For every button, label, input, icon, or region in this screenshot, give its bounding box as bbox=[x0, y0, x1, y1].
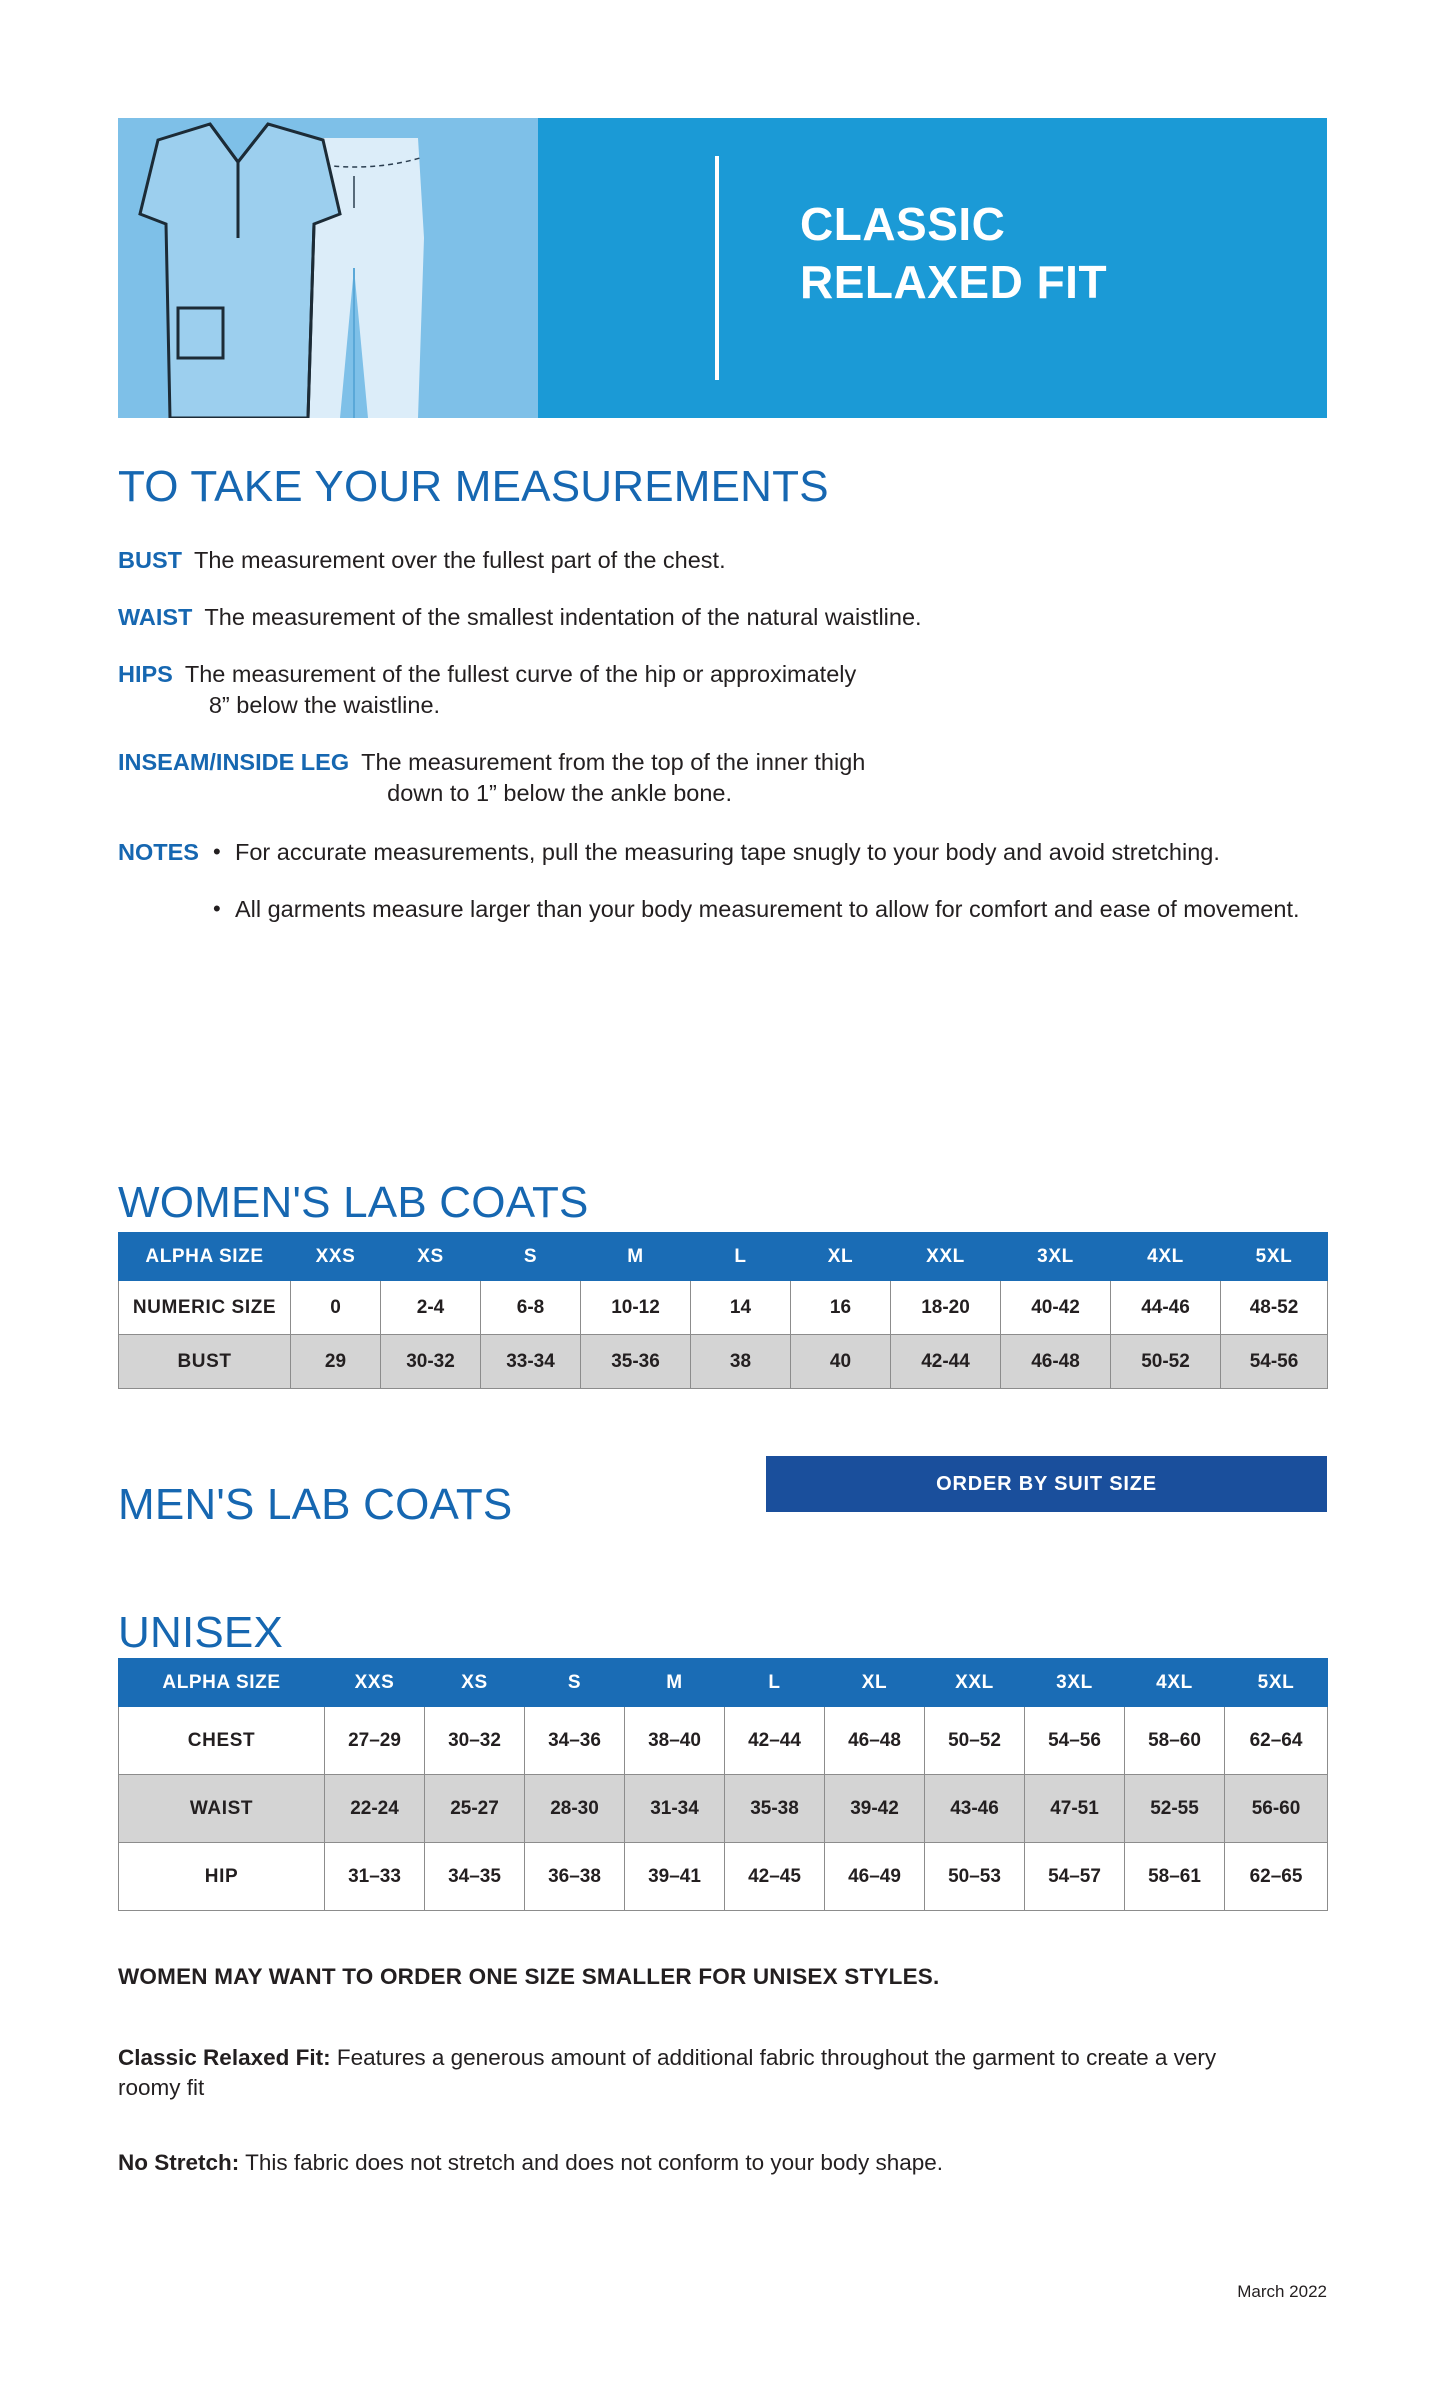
column-header: 3XL bbox=[1025, 1659, 1125, 1707]
column-header: XXS bbox=[291, 1233, 381, 1281]
unisex-heading: UNISEX bbox=[118, 1608, 284, 1657]
table-cell: 25-27 bbox=[425, 1775, 525, 1843]
fit-label: Classic Relaxed Fit: bbox=[118, 2045, 331, 2070]
order-by-suit-size-button[interactable]: ORDER BY SUIT SIZE bbox=[766, 1456, 1327, 1512]
table-cell: 42–44 bbox=[725, 1707, 825, 1775]
note-text: All garments measure larger than your body measurement to allow for comfort and ease of movement. bbox=[234, 896, 1300, 923]
measurement-text-group bbox=[185, 659, 856, 721]
measurement-label: BUST bbox=[118, 547, 182, 573]
measurement-waist bbox=[118, 602, 1338, 633]
table-cell: 42-44 bbox=[891, 1335, 1001, 1389]
table-cell: 33-34 bbox=[481, 1335, 581, 1389]
table-cell: 10-12 bbox=[581, 1281, 691, 1335]
fit-text: Features a generous amount of additional fabric throughout the garment to create a very roomy fit bbox=[118, 2045, 1217, 2101]
unisex-size-table bbox=[118, 1658, 1328, 1911]
column-header: S bbox=[481, 1233, 581, 1281]
table-cell: 58–60 bbox=[1125, 1707, 1225, 1775]
no-stretch-note bbox=[118, 2148, 1318, 2178]
table-cell: 34–35 bbox=[425, 1843, 525, 1911]
table-cell: 52-55 bbox=[1125, 1775, 1225, 1843]
table-row bbox=[119, 1775, 1328, 1843]
measurement-label: HIPS bbox=[118, 661, 173, 688]
column-header: L bbox=[691, 1233, 791, 1281]
measurement-inseam bbox=[118, 747, 1338, 809]
measurement-text: The measurement of the smallest indentation of the natural waistline. bbox=[204, 604, 922, 631]
banner-title-line1: CLASSIC bbox=[800, 198, 1006, 250]
table-row bbox=[119, 1843, 1328, 1911]
table-cell: 31-34 bbox=[625, 1775, 725, 1843]
measurement-text: The measurement from the top of the inner thigh bbox=[361, 749, 866, 776]
scrubs-illustration bbox=[118, 118, 538, 418]
banner-divider bbox=[715, 156, 719, 380]
table-cell: 28-30 bbox=[525, 1775, 625, 1843]
table-cell: 42–45 bbox=[725, 1843, 825, 1911]
table-cell: 40-42 bbox=[1001, 1281, 1111, 1335]
table-cell: 31–33 bbox=[325, 1843, 425, 1911]
table-cell: 30–32 bbox=[425, 1707, 525, 1775]
row-label: BUST bbox=[119, 1335, 291, 1389]
table-cell: 6-8 bbox=[481, 1281, 581, 1335]
table-cell: 50–53 bbox=[925, 1843, 1025, 1911]
table-cell: 39-42 bbox=[825, 1775, 925, 1843]
row-label: CHEST bbox=[119, 1707, 325, 1775]
notes-label: NOTES bbox=[118, 839, 199, 866]
table-cell: 39–41 bbox=[625, 1843, 725, 1911]
table-cell: 44-46 bbox=[1111, 1281, 1221, 1335]
table-cell: 46–48 bbox=[825, 1707, 925, 1775]
column-header: M bbox=[581, 1233, 691, 1281]
notes-body bbox=[213, 837, 1300, 951]
table-cell: 50-52 bbox=[1111, 1335, 1221, 1389]
revision-date: March 2022 bbox=[1237, 2282, 1327, 2301]
table-cell: 43-46 bbox=[925, 1775, 1025, 1843]
table-cell: 0 bbox=[291, 1281, 381, 1335]
unisex-sizing-note: WOMEN MAY WANT TO ORDER ONE SIZE SMALLER FOR UNISEX STYLES. bbox=[118, 1964, 940, 1989]
stretch-label: No Stretch: bbox=[118, 2150, 240, 2175]
table-cell: 47-51 bbox=[1025, 1775, 1125, 1843]
table-cell: 54–56 bbox=[1025, 1707, 1125, 1775]
column-header: 4XL bbox=[1111, 1233, 1221, 1281]
banner-title bbox=[800, 196, 1107, 311]
column-header: S bbox=[525, 1659, 625, 1707]
table-cell: 54–57 bbox=[1025, 1843, 1125, 1911]
womens-size-table bbox=[118, 1232, 1328, 1389]
table-cell: 22-24 bbox=[325, 1775, 425, 1843]
table-cell: 2-4 bbox=[381, 1281, 481, 1335]
row-label: HIP bbox=[119, 1843, 325, 1911]
note-text: For accurate measurements, pull the measuring tape snugly to your body and avoid stretching. bbox=[234, 839, 1220, 866]
measurement-text-group bbox=[361, 747, 865, 809]
table-cell: 38 bbox=[691, 1335, 791, 1389]
measurement-label: INSEAM/INSIDE LEG bbox=[118, 749, 350, 776]
table-cell: 38–40 bbox=[625, 1707, 725, 1775]
header-banner bbox=[118, 118, 1327, 418]
column-header: XS bbox=[381, 1233, 481, 1281]
row-label: NUMERIC SIZE bbox=[119, 1281, 291, 1335]
measurements-heading: TO TAKE YOUR MEASUREMENTS bbox=[118, 462, 829, 511]
measurements-list bbox=[118, 545, 1338, 951]
column-header: ALPHA SIZE bbox=[119, 1233, 291, 1281]
bullet-icon: • bbox=[212, 896, 221, 922]
table-cell: 34–36 bbox=[525, 1707, 625, 1775]
table-row bbox=[119, 1281, 1328, 1335]
table-cell: 35-38 bbox=[725, 1775, 825, 1843]
measurement-bust bbox=[118, 545, 1338, 576]
column-header: XS bbox=[425, 1659, 525, 1707]
table-cell: 27–29 bbox=[325, 1707, 425, 1775]
table-cell: 35-36 bbox=[581, 1335, 691, 1389]
stretch-text: This fabric does not stretch and does not conform to your body shape. bbox=[239, 2150, 944, 2175]
column-header: 3XL bbox=[1001, 1233, 1111, 1281]
mens-lab-coats-heading: MEN'S LAB COATS bbox=[118, 1480, 513, 1529]
table-cell: 46–49 bbox=[825, 1843, 925, 1911]
table-cell: 14 bbox=[691, 1281, 791, 1335]
table-cell: 50–52 bbox=[925, 1707, 1025, 1775]
column-header: XXS bbox=[325, 1659, 425, 1707]
table-cell: 16 bbox=[791, 1281, 891, 1335]
notes-block bbox=[118, 837, 1338, 951]
row-label: WAIST bbox=[119, 1775, 325, 1843]
table-header-row bbox=[119, 1659, 1328, 1707]
column-header: XL bbox=[825, 1659, 925, 1707]
column-header: 4XL bbox=[1125, 1659, 1225, 1707]
note-item bbox=[213, 837, 1300, 868]
table-cell: 62–65 bbox=[1225, 1843, 1328, 1911]
table-row bbox=[119, 1335, 1328, 1389]
table-cell: 56-60 bbox=[1225, 1775, 1328, 1843]
table-cell: 36–38 bbox=[525, 1843, 625, 1911]
column-header: XXL bbox=[925, 1659, 1025, 1707]
measurement-text-cont: 8” below the waistline. bbox=[208, 692, 441, 719]
column-header: ALPHA SIZE bbox=[119, 1659, 325, 1707]
column-header: 5XL bbox=[1221, 1233, 1328, 1281]
measurement-text-cont: down to 1” below the ankle bone. bbox=[387, 780, 733, 807]
column-header: M bbox=[625, 1659, 725, 1707]
measurement-text: The measurement of the fullest curve of the hip or approximately bbox=[184, 661, 857, 688]
banner-title-line2: RELAXED FIT bbox=[800, 255, 1108, 308]
table-cell: 40 bbox=[791, 1335, 891, 1389]
table-cell: 30-32 bbox=[381, 1335, 481, 1389]
bullet-icon: • bbox=[212, 839, 221, 865]
column-header: XL bbox=[791, 1233, 891, 1281]
table-cell: 29 bbox=[291, 1335, 381, 1389]
measurement-text: The measurement over the fullest part of the chest. bbox=[193, 547, 726, 573]
measurement-hips bbox=[118, 659, 1338, 721]
table-header-row bbox=[119, 1233, 1328, 1281]
table-cell: 58–61 bbox=[1125, 1843, 1225, 1911]
table-cell: 62–64 bbox=[1225, 1707, 1328, 1775]
classic-relaxed-fit-note bbox=[118, 2043, 1218, 2104]
womens-lab-coats-heading: WOMEN'S LAB COATS bbox=[118, 1178, 589, 1227]
measurement-label: WAIST bbox=[118, 604, 193, 631]
column-header: 5XL bbox=[1225, 1659, 1328, 1707]
table-cell: 46-48 bbox=[1001, 1335, 1111, 1389]
table-cell: 18-20 bbox=[891, 1281, 1001, 1335]
table-cell: 48-52 bbox=[1221, 1281, 1328, 1335]
note-item bbox=[213, 894, 1300, 925]
table-row bbox=[119, 1707, 1328, 1775]
column-header: L bbox=[725, 1659, 825, 1707]
table-cell: 54-56 bbox=[1221, 1335, 1328, 1389]
column-header: XXL bbox=[891, 1233, 1001, 1281]
